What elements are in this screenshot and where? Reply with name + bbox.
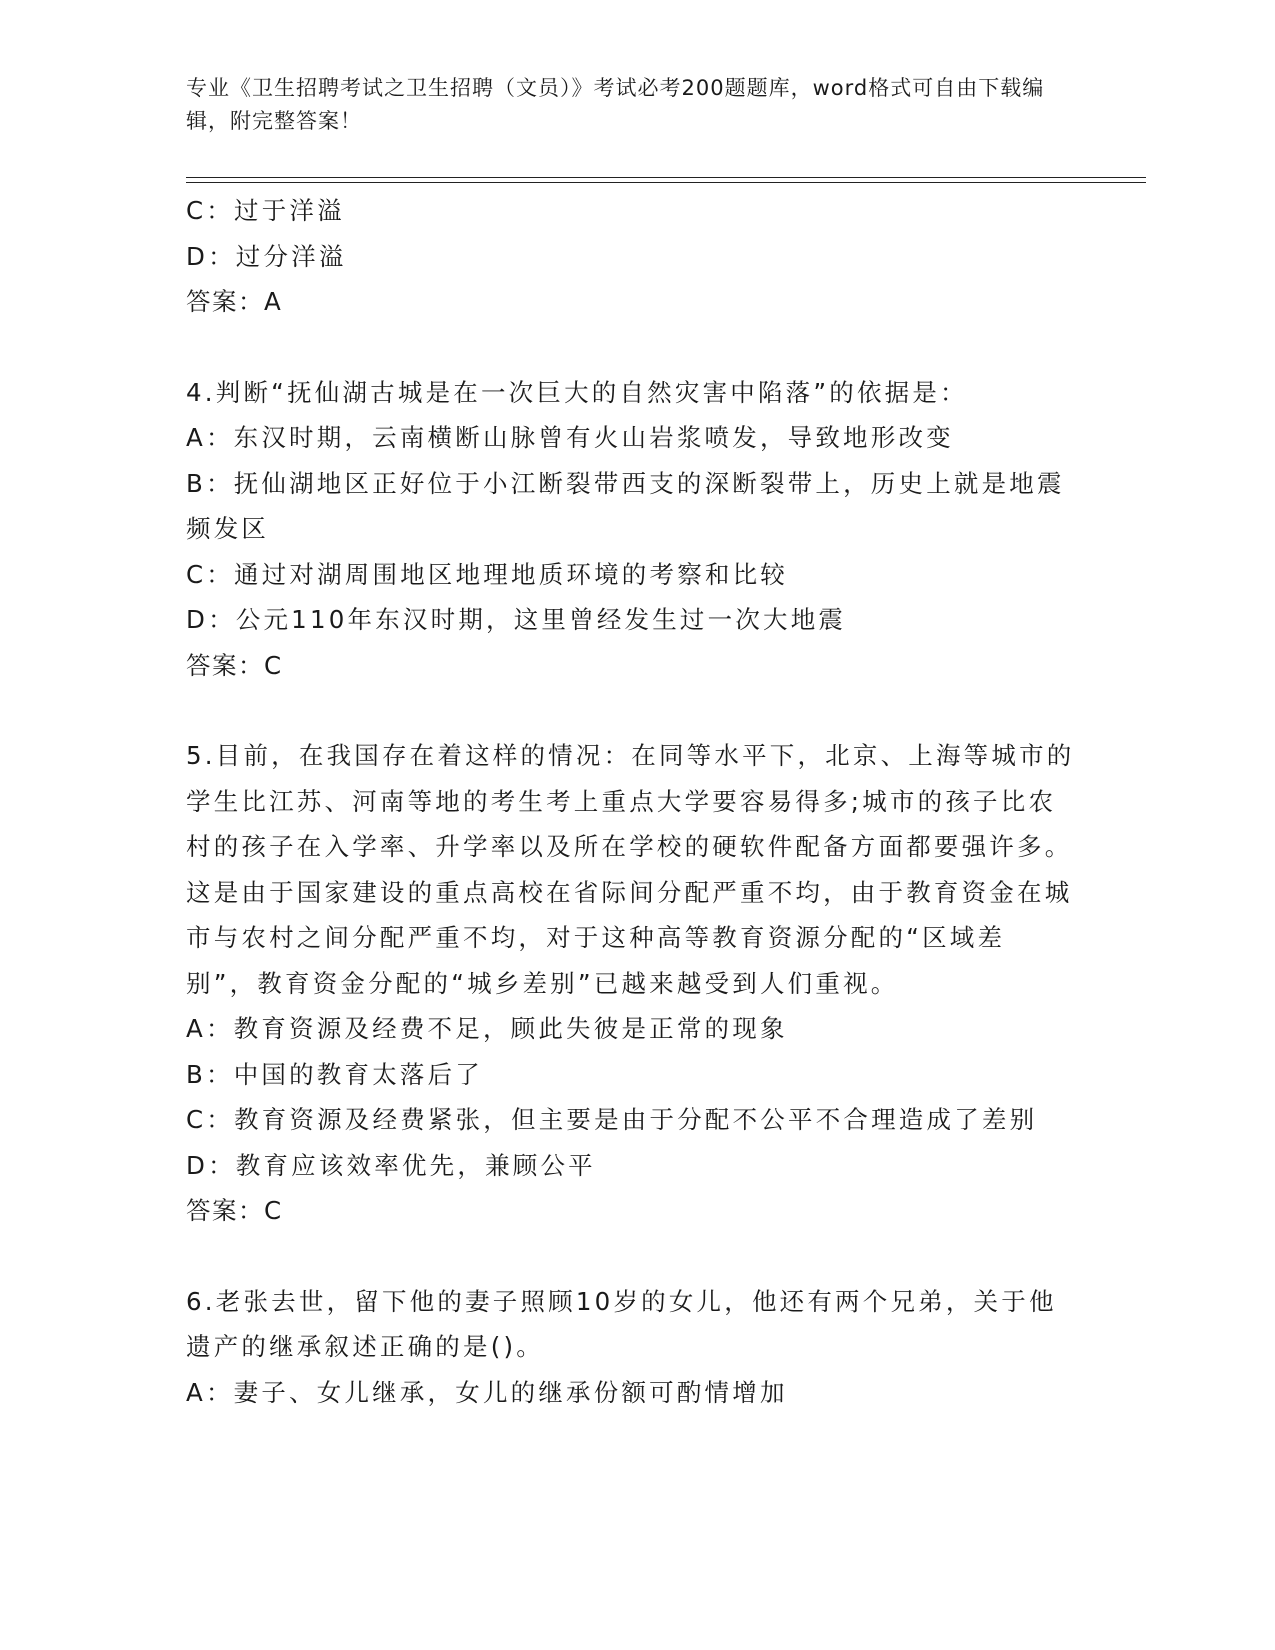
spacer [186,688,1076,733]
answer-line: 答案：C [186,650,283,680]
document-body [186,188,1076,1415]
question-fragment [186,188,1076,325]
option-c: C：通过对湖周围地区地理地质环境的考察和比较 [186,559,789,589]
header-rule-bottom [186,182,1146,183]
answer-line: 答案：C [186,1196,283,1225]
option-d: D：过分洋溢 [186,241,347,271]
option-c: C：教育资源及经费紧张，但主要是由于分配不公平不合理造成了差别 [186,1105,1038,1134]
header-rule-top [186,177,1146,178]
question-4 [186,370,1076,689]
spacer [186,1234,1076,1279]
question-stem: 4.判断“抚仙湖古城是在一次巨大的自然灾害中陷落”的依据是： [186,377,968,407]
option-c: C：过于洋溢 [186,196,345,225]
question-stem: 6.老张去世，留下他的妻子照顾10岁的女儿，他还有两个兄弟，关于他遗产的继承叙述正确的是()。 [186,1286,1057,1361]
option-d: D：教育应该效率优先，兼顾公平 [186,1150,596,1180]
option-b: B：抚仙湖地区正好位于小江断裂带西支的深断裂带上，历史上就是地震频发区 [186,468,1065,543]
option-d: D：公元110年东汉时期，这里曾经发生过一次大地震 [186,605,847,634]
question-stem: 5.目前，在我国存在着这样的情况：在同等水平下，北京、上海等城市的学生比江苏、河南等地的考生考上重点大学要容易得多;城市的孩子比农村的孩子在入学率、升学率以及所在学校的硬软件配备方面都要强许多。这是由于国家建设的重点高校在省际间分配严重不均，由于教育资金在城市与农村之间分配严重不均，对于这种高等教育资源分配的“区域差别”，教育资金分配的“城乡差别”已越来越受到人们重视。 [186,741,1075,998]
spacer [186,325,1076,370]
document-header [186,72,1066,138]
header-text: 专业《卫生招聘考试之卫生招聘（文员）》考试必考200题题库，word格式可自由下载编辑，附完整答案！ [186,76,1045,133]
question-5 [186,733,1076,1234]
option-a: A：教育资源及经费不足，顾此失彼是正常的现象 [186,1014,788,1043]
answer-line: 答案：A [186,287,283,316]
option-a: A：妻子、女儿继承，女儿的继承份额可酌情增加 [186,1377,788,1407]
option-a: A：东汉时期，云南横断山脉曾有火山岩浆喷发，导致地形改变 [186,423,954,452]
option-b: B：中国的教育太落后了 [186,1059,484,1089]
question-6 [186,1279,1076,1416]
